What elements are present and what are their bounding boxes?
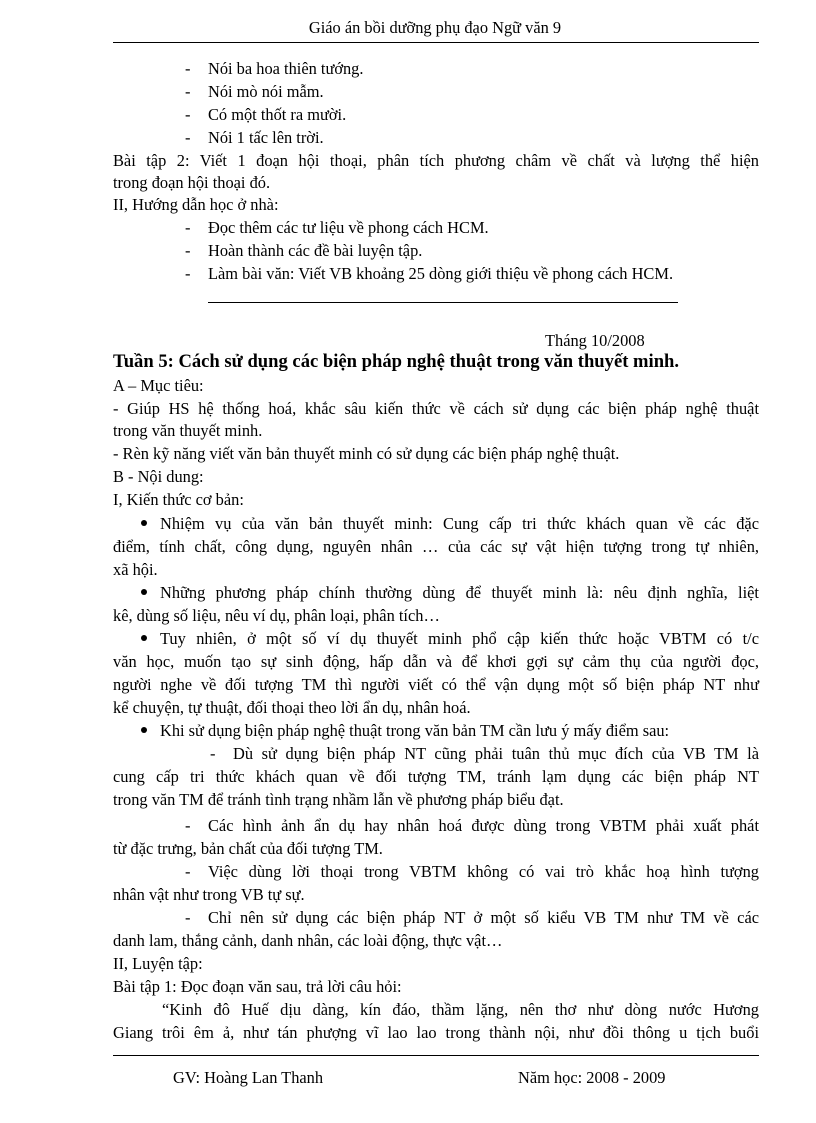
date-label: Tháng 10/2008: [545, 331, 645, 350]
dash-marker: -: [185, 816, 191, 835]
dash-marker: -: [185, 105, 191, 124]
quote-line: “Kinh đô Huế dịu dàng, kín đáo, thầm lặng, nên thơ như dòng nước Hương: [162, 1000, 759, 1019]
note-line: danh lam, thắng cảnh, danh nhân, các loài động, thực vật…: [113, 931, 503, 950]
list-item: Nói ba hoa thiên tướng.: [208, 59, 364, 78]
footer-year: Năm học: 2008 - 2009: [518, 1068, 666, 1087]
bullet-line: Tuy nhiên, ở một số ví dụ thuyết minh phổ cập kiến thức hoặc VBTM có t/c: [160, 629, 759, 648]
dash-marker: -: [185, 264, 191, 283]
bullet-line: người nghe về đối tượng TM thì người viết có thể vận dụng một số biện pháp NT như: [113, 675, 759, 694]
bullet-dot: [141, 589, 147, 595]
list-item: Có một thốt ra mười.: [208, 105, 347, 124]
dash-marker: -: [185, 218, 191, 237]
note-line: Việc dùng lời thoại trong VBTM không có vai trò khắc hoạ hình tượng: [208, 862, 759, 881]
section-b-heading: B - Nội dung:: [113, 467, 204, 486]
bullet-line: kê, dùng số liệu, nêu ví dụ, phân loại, phân tích…: [113, 606, 440, 625]
exercise-2-line2: trong đoạn hội thoại đó.: [113, 173, 271, 192]
section-a-heading: A – Mục tiêu:: [113, 376, 204, 395]
dash-marker: -: [185, 908, 191, 927]
homework-item: Làm bài văn: Viết VB khoảng 25 dòng giới thiệu về phong cách HCM.: [208, 264, 674, 283]
dash-marker: -: [210, 744, 216, 763]
objective-line: - Rèn kỹ năng viết văn bản thuyết minh có sử dụng các biện pháp nghệ thuật.: [113, 444, 620, 463]
bullet-dot: [141, 635, 147, 641]
section-b-subheading: I, Kiến thức cơ bản:: [113, 490, 244, 509]
note-line: cung cấp tri thức khách quan về đối tượng TM, tránh lạm dụng các biện pháp NT: [113, 767, 759, 786]
objective-line: - Giúp HS hệ thống hoá, khắc sâu kiến thức về cách sử dụng các biện pháp nghệ thuật: [113, 399, 759, 418]
dash-marker: -: [185, 128, 191, 147]
dash-marker: -: [185, 862, 191, 881]
note-line: nhân vật như trong VB tự sự.: [113, 885, 305, 904]
homework-item: Đọc thêm các tư liệu về phong cách HCM.: [208, 218, 489, 237]
section-divider: [208, 302, 678, 303]
bullet-line: Khi sử dụng biện pháp nghệ thuật trong văn bản TM cần lưu ý mấy điểm sau:: [160, 721, 670, 740]
bullet-dot: [141, 727, 147, 733]
note-line: Chỉ nên sử dụng các biện pháp NT ở một số kiểu VB TM như TM về các: [208, 908, 759, 927]
dash-marker: -: [185, 241, 191, 260]
exercise-2-line1: Bài tập 2: Viết 1 đoạn hội thoại, phân tích phương châm về chất và lượng thể hiện: [113, 151, 759, 170]
note-line: từ đặc trưng, bản chất của đối tượng TM.: [113, 839, 383, 858]
bullet-line: Những phương pháp chính thường dùng để thuyết minh là: nêu định nghĩa, liệt: [160, 583, 759, 602]
bullet-line: điểm, tính chất, công dụng, nguyên nhân … của các sự vật hiện tượng trong tự nhiên,: [113, 537, 759, 556]
homework-heading: II, Hướng dẫn học ở nhà:: [113, 195, 279, 214]
week-title: Tuần 5: Cách sử dụng các biện pháp nghệ thuật trong văn thuyết minh.: [113, 351, 680, 372]
header-rule: [113, 42, 759, 43]
dash-marker: -: [185, 59, 191, 78]
list-item: Nói mò nói mẫm.: [208, 82, 324, 101]
page-header-title: Giáo án bồi dưỡng phụ đạo Ngữ văn 9: [308, 18, 562, 37]
footer-rule: [113, 1055, 759, 1056]
bullet-line: Nhiệm vụ của văn bản thuyết minh: Cung cấp tri thức khách quan về các đặc: [160, 514, 759, 533]
note-line: Dù sử dụng biện pháp NT cũng phải tuân thủ mục đích của VB TM là: [233, 744, 759, 763]
dash-marker: -: [185, 82, 191, 101]
list-item: Nói 1 tấc lên trời.: [208, 128, 324, 147]
practice-heading: II, Luyện tập:: [113, 954, 203, 973]
quote-line: Giang trôi êm ả, như tán phượng vĩ lao lao trong thành nội, như đồi thông u tịch buổi: [113, 1023, 759, 1042]
bullet-line: kể chuyện, tự thuật, đối thoại theo lời ẩn dụ, nhân hoá.: [113, 698, 471, 717]
note-line: Các hình ảnh ẩn dụ hay nhân hoá được dùng trong VBTM phải xuất phát: [208, 816, 759, 835]
bullet-line: xã hội.: [113, 560, 158, 579]
note-line: trong văn TM để tránh tình trạng nhầm lẫn về phương pháp biểu đạt.: [113, 790, 564, 809]
homework-item: Hoàn thành các đề bài luyện tập.: [208, 241, 423, 260]
bullet-line: văn học, muốn tạo sự sinh động, hấp dẫn và để khơi gợi sự cảm thụ của người đọc,: [113, 652, 759, 671]
objective-line: trong văn thuyết minh.: [113, 421, 263, 440]
exercise-1-prompt: Bài tập 1: Đọc đoạn văn sau, trả lời câu hỏi:: [113, 977, 402, 996]
footer-teacher: GV: Hoàng Lan Thanh: [173, 1068, 324, 1087]
bullet-dot: [141, 520, 147, 526]
